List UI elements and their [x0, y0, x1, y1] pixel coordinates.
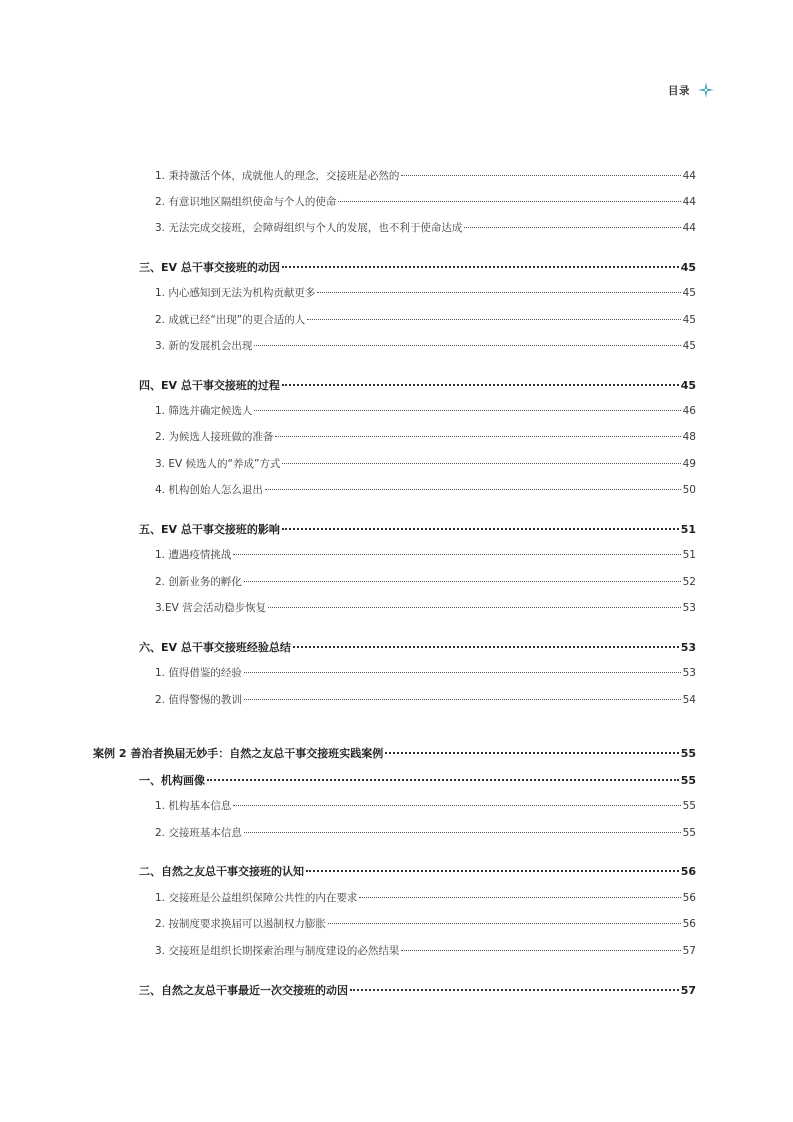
- toc-entry-title: 案例 2 善治者换届无妙手：自然之友总干事交接班实践案例: [93, 747, 384, 760]
- toc-page-number: 55: [680, 747, 696, 760]
- toc-page-number: 52: [682, 576, 696, 588]
- dot-leader: [233, 805, 680, 806]
- toc-entry-title: 2. 值得警惕的教训: [155, 694, 242, 706]
- toc-entry-title: 六、EV 总干事交接班经验总结: [139, 641, 291, 654]
- toc-entry-title: 四、EV 总干事交接班的过程: [139, 379, 280, 392]
- toc-entry-title: 二、自然之友总干事交接班的认知: [139, 865, 304, 878]
- toc-page-number: 55: [682, 827, 696, 839]
- toc-subsection-entry[interactable]: [155, 285, 696, 300]
- toc-case-entry[interactable]: [93, 745, 696, 761]
- toc-section-entry[interactable]: [139, 521, 696, 537]
- toc-subsection-entry[interactable]: [155, 943, 696, 958]
- toc-entry-title: 2. 为候选人接班做的准备: [155, 431, 274, 443]
- toc-section-entry[interactable]: [139, 639, 696, 655]
- toc-page-number: 45: [680, 261, 696, 274]
- toc-page-number: 55: [680, 774, 696, 787]
- dot-leader: [282, 266, 679, 268]
- toc-section-entry[interactable]: [139, 772, 696, 788]
- dot-leader: [254, 345, 680, 346]
- toc-section-entry[interactable]: [139, 982, 696, 998]
- toc-page-number: 46: [682, 405, 696, 417]
- page-title: 目录: [668, 84, 690, 97]
- toc-page-number: 53: [682, 667, 696, 679]
- toc-subsection-entry[interactable]: [155, 798, 696, 813]
- toc-entry-title: 3.EV 营会活动稳步恢复: [155, 602, 267, 614]
- toc-entry-title: 2. 创新业务的孵化: [155, 576, 242, 588]
- toc-page-number: 55: [682, 800, 696, 812]
- dot-leader: [464, 227, 680, 228]
- toc-subsection-entry[interactable]: [155, 220, 696, 235]
- toc-page-number: 53: [682, 602, 696, 614]
- toc-entry-title: 3. 交接班是组织长期探索治理与制度建设的必然结果: [155, 945, 400, 957]
- toc-page-number: 56: [680, 865, 696, 878]
- toc-entry-title: 一、机构画像: [139, 774, 205, 787]
- toc-page-number: 49: [682, 458, 696, 470]
- toc-page-number: 45: [682, 314, 696, 326]
- dot-leader: [317, 292, 680, 293]
- dot-leader: [265, 489, 681, 490]
- dot-leader: [254, 410, 680, 411]
- toc-entry-title: 五、EV 总干事交接班的影响: [139, 523, 280, 536]
- dot-leader: [385, 752, 678, 754]
- toc-section-entry[interactable]: [139, 863, 696, 879]
- toc-page-number: 53: [680, 641, 696, 654]
- dot-leader: [401, 950, 680, 951]
- toc-page-number: 45: [682, 340, 696, 352]
- toc-entry-title: 1. 机构基本信息: [155, 800, 232, 812]
- toc-page-number: 48: [682, 431, 696, 443]
- dot-leader: [307, 319, 680, 320]
- toc-entry-title: 3. 新的发展机会出现: [155, 340, 253, 352]
- toc-page-number: 56: [682, 892, 696, 904]
- toc-entry-title: 1. 内心感知到无法为机构贡献更多: [155, 287, 316, 299]
- toc-page-number: 51: [682, 549, 696, 561]
- toc-entry-title: 2. 交接班基本信息: [155, 827, 242, 839]
- toc-entry-title: 1. 值得借鉴的经验: [155, 667, 242, 679]
- toc-entry-title: 4. 机构创始人怎么退出: [155, 484, 263, 496]
- toc-subsection-entry[interactable]: [155, 890, 696, 905]
- toc-subsection-entry[interactable]: [155, 194, 696, 209]
- toc-subsection-entry[interactable]: [155, 692, 696, 707]
- dot-leader: [282, 463, 680, 464]
- toc-entry-title: 1. 遭遇疫情挑战: [155, 549, 232, 561]
- toc-subsection-entry[interactable]: [155, 916, 696, 931]
- toc-entry-title: 1. 秉持激活个体，成就他人的理念，交接班是必然的: [155, 170, 400, 182]
- toc-subsection-entry[interactable]: [155, 456, 696, 471]
- toc-subsection-entry[interactable]: [155, 168, 696, 183]
- dot-leader: [338, 201, 680, 202]
- toc-subsection-entry[interactable]: [155, 600, 696, 615]
- dot-leader: [244, 581, 681, 582]
- dot-leader: [282, 528, 679, 530]
- dot-leader: [282, 384, 679, 386]
- toc-subsection-entry[interactable]: [155, 574, 696, 589]
- dot-leader: [401, 175, 680, 176]
- toc-page-number: 44: [682, 170, 696, 182]
- dot-leader: [268, 607, 680, 608]
- toc-subsection-entry[interactable]: [155, 312, 696, 327]
- toc-subsection-entry[interactable]: [155, 338, 696, 353]
- toc-subsection-entry[interactable]: [155, 482, 696, 497]
- toc-page-number: 44: [682, 196, 696, 208]
- dot-leader: [244, 699, 681, 700]
- dot-leader: [244, 832, 681, 833]
- toc-page-number: 56: [682, 918, 696, 930]
- dot-leader: [350, 989, 679, 991]
- toc-entry-title: 2. 有意识地区隔组织使命与个人的使命: [155, 196, 337, 208]
- dot-leader: [244, 672, 681, 673]
- dot-leader: [328, 923, 681, 924]
- toc-page-number: 45: [680, 379, 696, 392]
- dot-leader: [275, 436, 680, 437]
- dot-leader: [233, 554, 680, 555]
- toc-entry-title: 3. EV 候选人的“养成”方式: [155, 458, 281, 470]
- toc-subsection-entry[interactable]: [155, 825, 696, 840]
- toc-section-entry[interactable]: [139, 377, 696, 393]
- dot-leader: [306, 870, 679, 872]
- dot-leader: [359, 897, 680, 898]
- toc-subsection-entry[interactable]: [155, 665, 696, 680]
- toc-entry-title: 2. 按制度要求换届可以遏制权力膨胀: [155, 918, 326, 930]
- toc-section-entry[interactable]: [139, 259, 696, 275]
- toc-entry-title: 3. 无法完成交接班，会障碍组织与个人的发展，也不利于使命达成: [155, 222, 463, 234]
- toc-page-number: 50: [682, 484, 696, 496]
- toc-page-number: 51: [680, 523, 696, 536]
- toc-subsection-entry[interactable]: [155, 403, 696, 418]
- toc-entry-title: 1. 筛选并确定候选人: [155, 405, 253, 417]
- toc-page-number: 57: [682, 945, 696, 957]
- toc-page-number: 54: [682, 694, 696, 706]
- toc-page-number: 57: [680, 984, 696, 997]
- toc-subsection-entry[interactable]: [155, 547, 696, 562]
- toc-page-number: 45: [682, 287, 696, 299]
- toc-page-number: 44: [682, 222, 696, 234]
- toc-entry-title: 2. 成就已经“出现”的更合适的人: [155, 314, 306, 326]
- toc-entry-title: 三、EV 总干事交接班的动因: [139, 261, 280, 274]
- toc-subsection-entry[interactable]: [155, 429, 696, 444]
- dot-leader: [293, 646, 679, 648]
- four-point-star-icon: [698, 82, 714, 98]
- toc-entry-title: 三、自然之友总干事最近一次交接班的动因: [139, 984, 348, 997]
- page-header: [668, 82, 714, 98]
- toc-entry-title: 1. 交接班是公益组织保障公共性的内在要求: [155, 892, 358, 904]
- dot-leader: [207, 779, 679, 781]
